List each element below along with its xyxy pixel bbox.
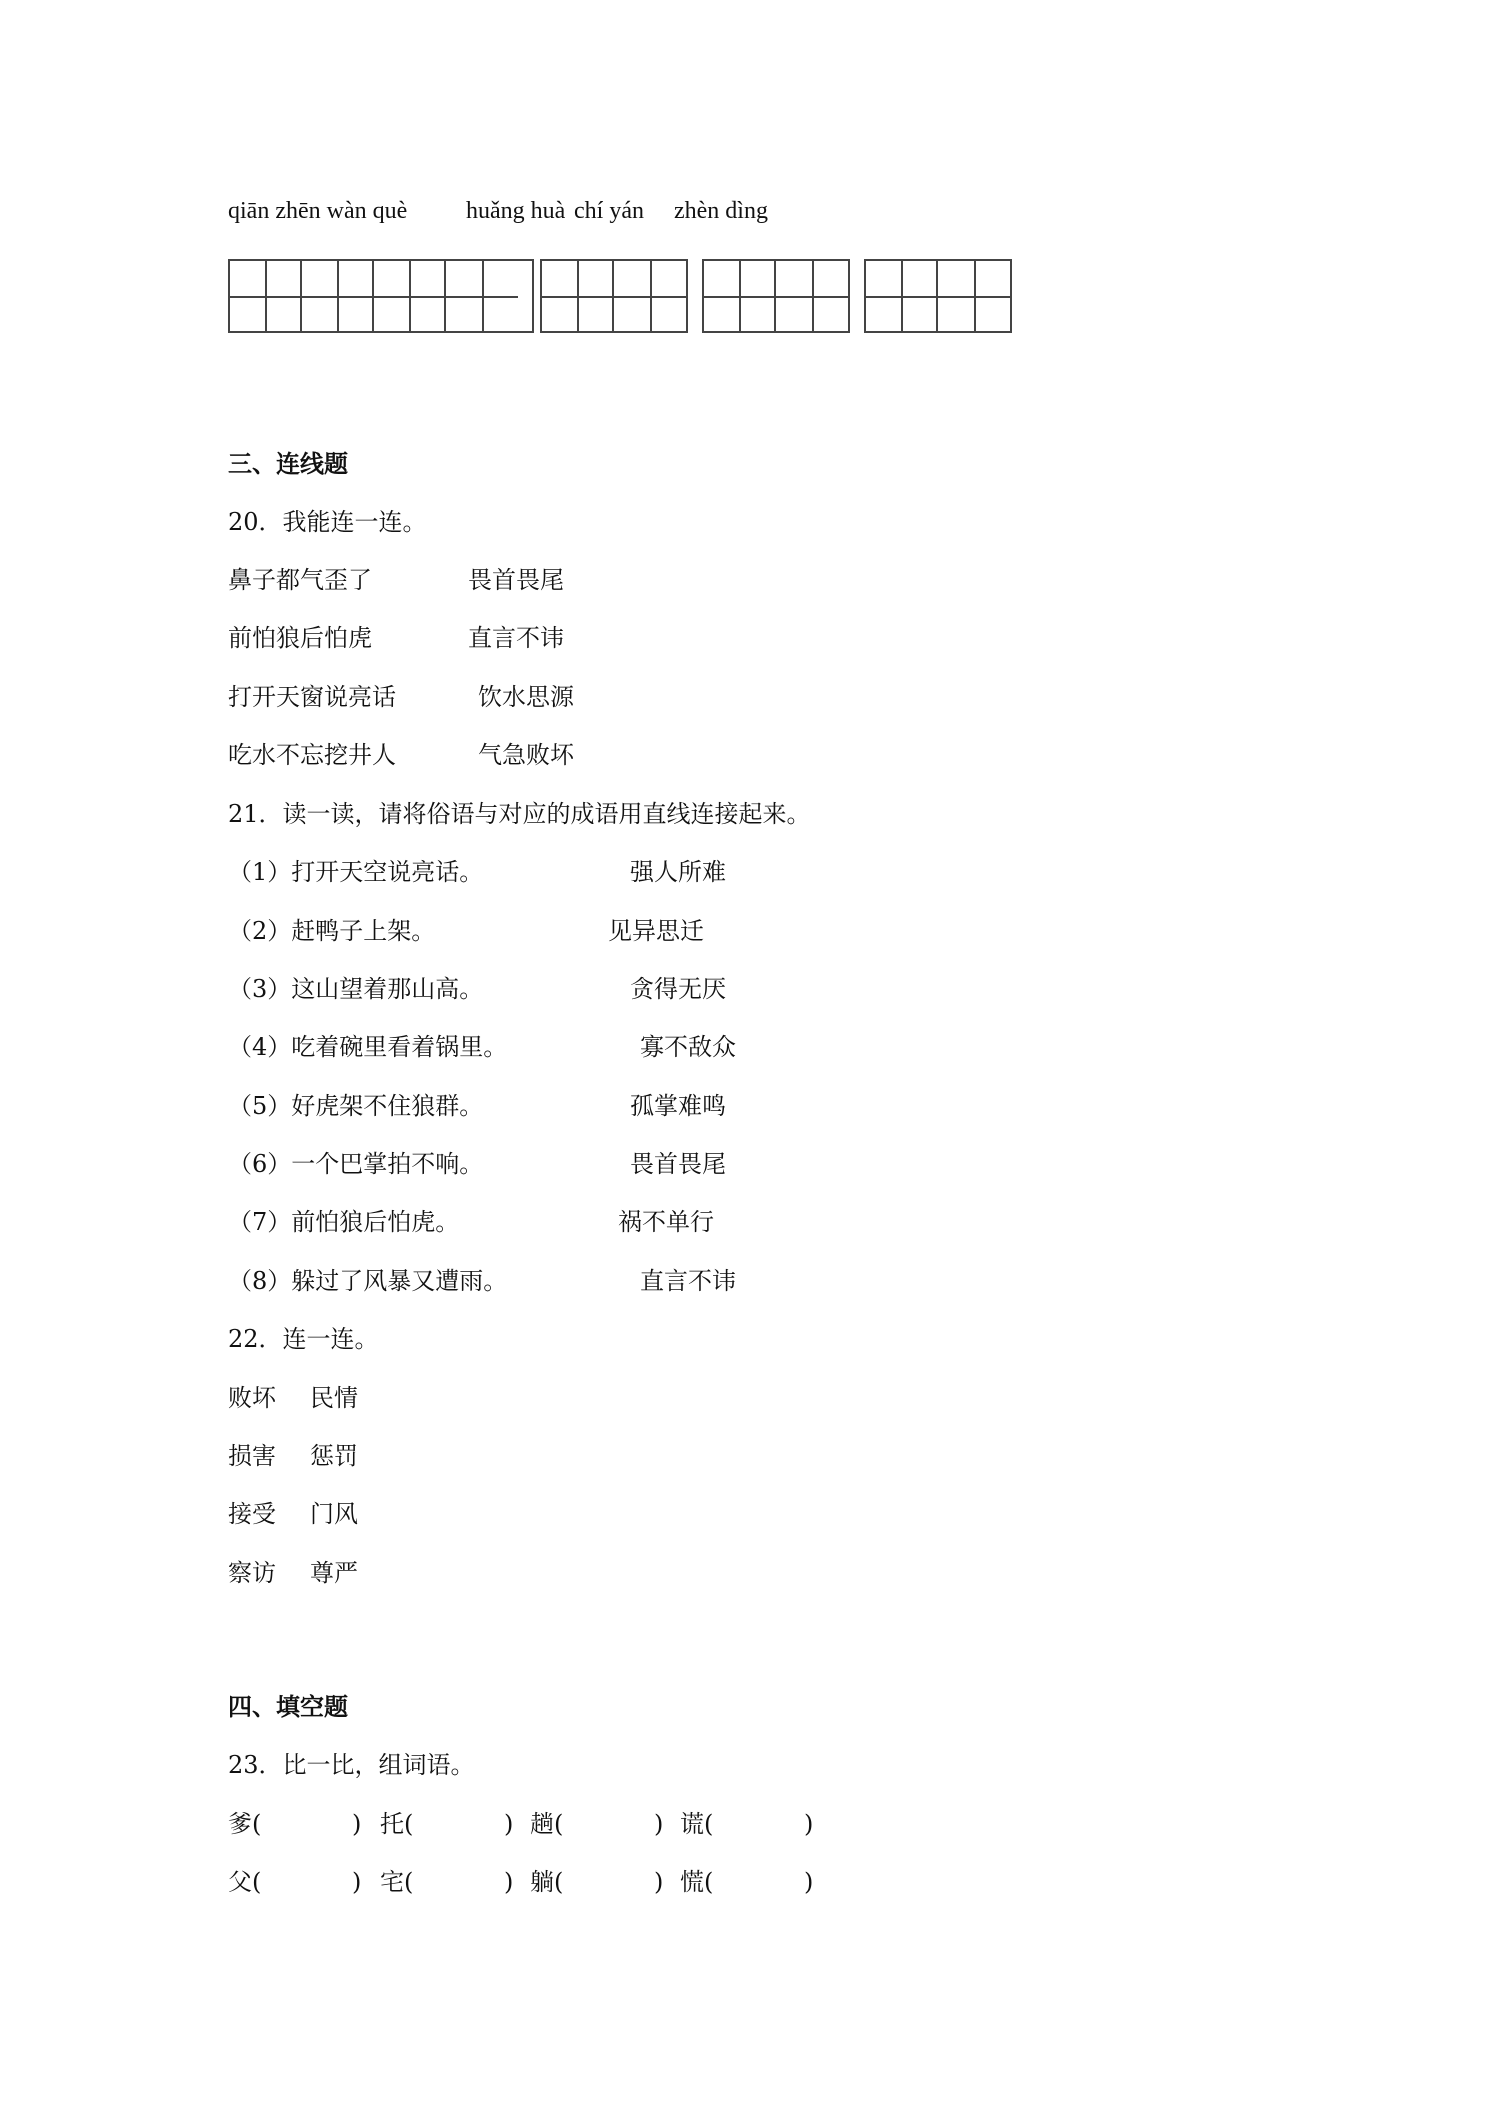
grid-cell[interactable] bbox=[230, 261, 302, 331]
q21-left-7: （7）前怕狼后怕虎。 bbox=[228, 1208, 460, 1236]
q20-left-2: 前怕狼后怕虎 bbox=[228, 624, 372, 652]
q22-right-3: 门风 bbox=[310, 1500, 358, 1528]
q20-left-3: 打开天窗说亮话 bbox=[228, 683, 396, 711]
pinyin-4: zhèn dìng bbox=[674, 198, 768, 224]
q22-left-2: 损害 bbox=[228, 1442, 276, 1470]
q20-left-1: 鼻子都气歪了 bbox=[228, 566, 372, 594]
grid-cell[interactable] bbox=[866, 261, 938, 331]
q22-right-1: 民情 bbox=[310, 1384, 358, 1412]
q23-r2-close-2[interactable]: ) bbox=[504, 1868, 514, 1896]
q21-left-4: （4）吃着碗里看着锅里。 bbox=[228, 1033, 508, 1061]
grid-cell[interactable] bbox=[704, 261, 776, 331]
q22-left-4: 察访 bbox=[228, 1559, 276, 1587]
q21-left-3: （3）这山望着那山高。 bbox=[228, 975, 484, 1003]
q23-r2-char-3: 躺( bbox=[530, 1868, 564, 1896]
q20-right-2: 直言不讳 bbox=[468, 624, 564, 652]
q23-r1-close-1[interactable]: ) bbox=[352, 1810, 362, 1838]
q23-r1-close-4[interactable]: ) bbox=[804, 1810, 814, 1838]
pinyin-3: chí yán bbox=[574, 198, 644, 224]
q21-left-2: （2）赶鸭子上架。 bbox=[228, 917, 436, 945]
q23-r2-close-4[interactable]: ) bbox=[804, 1868, 814, 1896]
q23-r2-char-1: 父( bbox=[228, 1868, 262, 1896]
pinyin-1: qiān zhēn wàn què bbox=[228, 198, 408, 224]
q21-right-5: 孤掌难鸣 bbox=[630, 1092, 726, 1120]
writing-grid-1[interactable] bbox=[228, 259, 534, 333]
q21-right-8: 直言不讳 bbox=[640, 1267, 736, 1295]
grid-cell[interactable] bbox=[374, 261, 446, 331]
q20-right-4: 气急败坏 bbox=[478, 741, 574, 769]
writing-grid-2[interactable] bbox=[540, 259, 688, 333]
q21-left-6: （6）一个巴掌拍不响。 bbox=[228, 1150, 484, 1178]
q20-right-3: 饮水思源 bbox=[478, 683, 574, 711]
writing-grid-4[interactable] bbox=[864, 259, 1012, 333]
q21-left-1: （1）打开天空说亮话。 bbox=[228, 858, 484, 886]
q22-right-2: 惩罚 bbox=[310, 1442, 358, 1470]
q23-r1-close-2[interactable]: ) bbox=[504, 1810, 514, 1838]
pinyin-2: huǎng huà bbox=[466, 198, 566, 224]
grid-cell[interactable] bbox=[938, 261, 1010, 331]
q23-r2-char-2: 宅( bbox=[380, 1868, 414, 1896]
q23-r2-close-1[interactable]: ) bbox=[352, 1868, 362, 1896]
grid-cell[interactable] bbox=[614, 261, 686, 331]
writing-grid-3[interactable] bbox=[702, 259, 850, 333]
question-21-title: 21．读一读，请将俗语与对应的成语用直线连接起来。 bbox=[228, 800, 811, 828]
q20-right-1: 畏首畏尾 bbox=[468, 566, 564, 594]
q21-left-8: （8）躲过了风暴又遭雨。 bbox=[228, 1267, 508, 1295]
q23-r1-char-3: 趟( bbox=[530, 1810, 564, 1838]
question-20-title: 20．我能连一连。 bbox=[228, 508, 427, 536]
q21-right-4: 寡不敌众 bbox=[640, 1033, 736, 1061]
q22-left-1: 败坏 bbox=[228, 1384, 276, 1412]
grid-cell[interactable] bbox=[302, 261, 374, 331]
q20-left-4: 吃水不忘挖井人 bbox=[228, 741, 396, 769]
section-heading-4: 四、填空题 bbox=[228, 1692, 348, 1721]
q21-right-6: 畏首畏尾 bbox=[630, 1150, 726, 1178]
grid-cell[interactable] bbox=[776, 261, 848, 331]
q23-r1-char-1: 爹( bbox=[228, 1810, 262, 1838]
q22-right-4: 尊严 bbox=[310, 1559, 358, 1587]
q21-right-2: 见异思迁 bbox=[608, 917, 704, 945]
grid-cell[interactable] bbox=[446, 261, 518, 331]
grid-cell[interactable] bbox=[542, 261, 614, 331]
question-23-title: 23．比一比，组词语。 bbox=[228, 1751, 475, 1779]
question-22-title: 22．连一连。 bbox=[228, 1325, 379, 1353]
section-heading-3: 三、连线题 bbox=[228, 449, 348, 478]
q23-r2-char-4: 慌( bbox=[680, 1868, 714, 1896]
q23-r1-close-3[interactable]: ) bbox=[654, 1810, 664, 1838]
q21-right-7: 祸不单行 bbox=[618, 1208, 714, 1236]
q21-right-1: 强人所难 bbox=[630, 858, 726, 886]
q21-left-5: （5）好虎架不住狼群。 bbox=[228, 1092, 484, 1120]
q23-r1-char-2: 托( bbox=[380, 1810, 414, 1838]
q23-r1-char-4: 谎( bbox=[680, 1810, 714, 1838]
q23-r2-close-3[interactable]: ) bbox=[654, 1868, 664, 1896]
q21-right-3: 贪得无厌 bbox=[630, 975, 726, 1003]
q22-left-3: 接受 bbox=[228, 1500, 276, 1528]
